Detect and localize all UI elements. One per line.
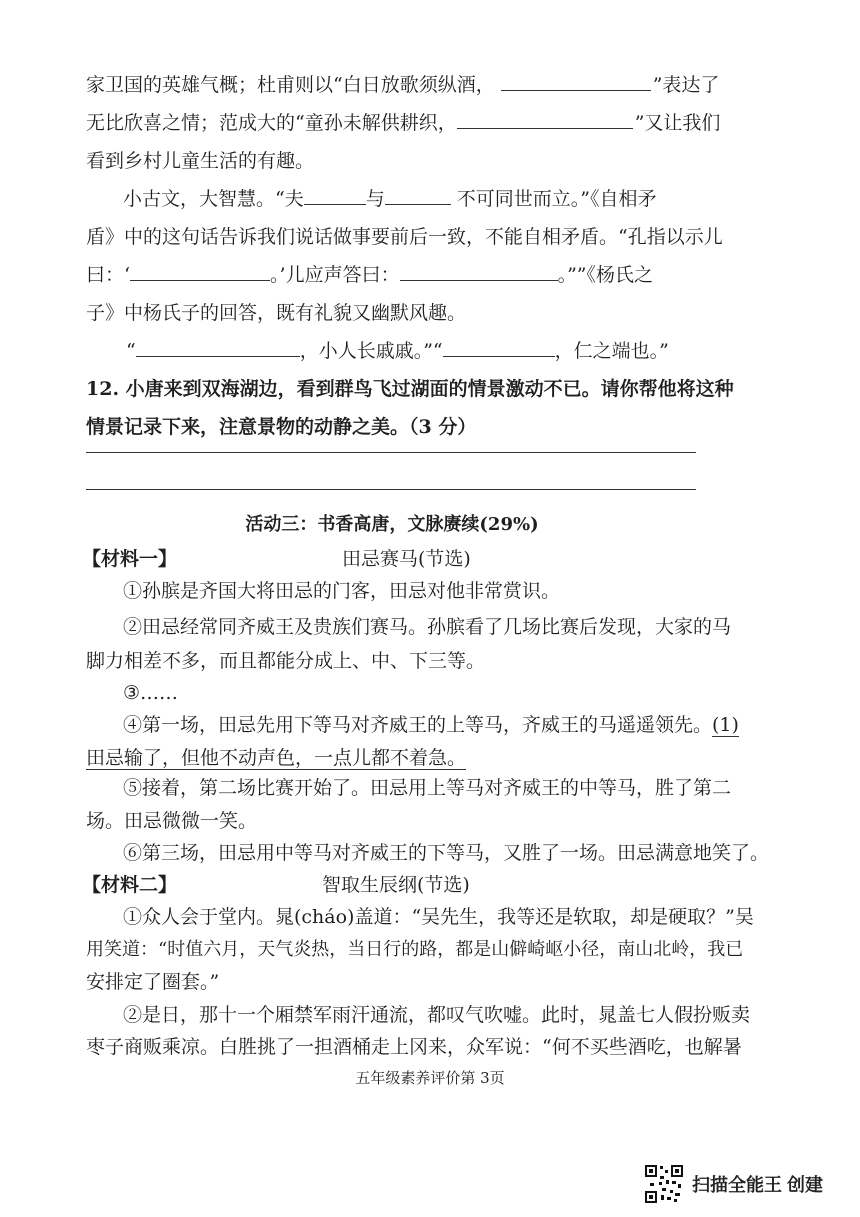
material2-header [82, 872, 694, 898]
para2-line2: 盾》中的这句话告诉我们说话做事要前后一致，不能自相矛盾。“孔指以示儿 [86, 226, 723, 248]
answer-blank[interactable] [304, 186, 366, 205]
material2-p1-line2: 用笑道：“时值六月，天气炎热，当日行的路，都是山僻崎岖小径，南山北岭，我已 [86, 939, 744, 960]
material2-p2-line1: ②是日，那十一个厢禁军雨汗通流，都叹气吹嘘。此时，晁盖七人假扮贩卖 [123, 1004, 751, 1026]
material1-text: ④第一场，田忌先用下等马对齐威王的上等马，齐威王的马遥遥领先。 [123, 714, 713, 736]
para2-line5 [126, 338, 701, 364]
para2-text: 不可同世而立。”《自相矛 [450, 188, 657, 210]
material1-p6: ⑥第三场，田忌用中等马对齐威王的下等马，又胜了一场。田忌满意地笑了。 [123, 842, 770, 864]
answer-blank[interactable] [385, 186, 451, 205]
answer-line[interactable] [86, 452, 696, 453]
answer-blank[interactable] [400, 262, 558, 281]
material1-p2-line2: 脚力相差不多，而且都能分成上、中、下三等。 [86, 650, 486, 672]
para2-text: 曰：‘ [86, 264, 131, 286]
para1-line2 [86, 110, 721, 136]
answer-line[interactable] [86, 489, 696, 490]
material2-p1-line3: 安排定了圈套。” [86, 971, 220, 993]
para2-line3 [86, 262, 698, 288]
qr-code-icon [644, 1164, 684, 1204]
scanner-watermark: 扫描全能王 创建 [692, 1175, 824, 1195]
material1-p3: ③…… [123, 682, 179, 704]
para2-text: 。’儿应声答曰： [270, 264, 400, 286]
answer-blank[interactable] [136, 338, 300, 357]
para2-line1 [123, 186, 698, 212]
para2-text: “ [126, 340, 136, 362]
material1-tag: 【材料一】 [82, 548, 178, 570]
para1-line1 [86, 72, 720, 98]
para2-text: 。””《杨氏之 [557, 264, 654, 286]
material2-p1-line1: ①众人会于堂内。晁(cháo)盖道：“吴先生，我等还是软取，却是硬取？”吴 [123, 906, 754, 928]
material2-tag: 【材料二】 [82, 874, 178, 896]
material1-p1: ①孙膑是齐国大将田忌的门客，田忌对他非常赏识。 [123, 580, 561, 602]
para1-text: ”表达了 [652, 74, 720, 96]
para2-text: ，小人长戚戚。”“ [299, 340, 443, 362]
para2-text: ，仁之端也。” [554, 340, 669, 362]
underlined-sentence: 田忌输了，但他不动声色，一点儿都不着急。 [86, 747, 467, 769]
underline-marker: (1) [712, 714, 739, 736]
question-12-line1: 12. 小唐来到双海湖边，看到群鸟飞过湖面的情景激动不已。请你帮他将这种 [86, 378, 734, 400]
material1-p4-line2 [86, 745, 698, 771]
material2-title: 智取生辰纲(节选) [322, 874, 470, 896]
activity3-title: 活动三：书香高唐，文脉赓续(29%) [245, 514, 539, 535]
material1-title: 田忌赛马(节选) [342, 548, 471, 570]
answer-blank[interactable] [443, 338, 555, 357]
answer-blank[interactable] [457, 110, 633, 129]
material1-p5-line1: ⑤接着，第二场比赛开始了。田忌用上等马对齐威王的中等马，胜了第二 [123, 777, 732, 799]
material1-p4-line1 [123, 712, 739, 738]
material1-p2-line1: ②田忌经常同齐威王及贵族们赛马。孙膑看了几场比赛后发现，大家的马 [123, 616, 732, 638]
para2-line4: 子》中杨氏子的回答，既有礼貌又幽默风趣。 [86, 302, 467, 324]
para2-text: 与 [365, 188, 385, 210]
material2-p2-line2: 枣子商贩乘凉。白胜挑了一担酒桶走上冈来，众军说：“何不买些酒吃，也解暑 [86, 1036, 742, 1058]
material1-p5-line2: 场。田忌微微一笑。 [86, 810, 258, 832]
question-12-line2: 情景记录下来，注意景物的动静之美。（3 分） [86, 416, 477, 438]
para1-line3: 看到乡村儿童生活的有趣。 [86, 150, 315, 172]
page-footer: 五年级素养评价第 3页 [355, 1069, 505, 1087]
para2-text: 小古文，大智慧。“夫 [123, 188, 304, 210]
para1-text: ”又让我们 [634, 112, 721, 134]
material1-header [82, 546, 694, 572]
para1-text: 无比欣喜之情；范成大的“童孙未解供耕织， [86, 112, 457, 134]
para1-text: 家卫国的英雄气概；杜甫则以“白日放歌须纵酒， [86, 74, 495, 96]
answer-blank[interactable] [130, 262, 270, 281]
answer-blank[interactable] [501, 72, 651, 91]
